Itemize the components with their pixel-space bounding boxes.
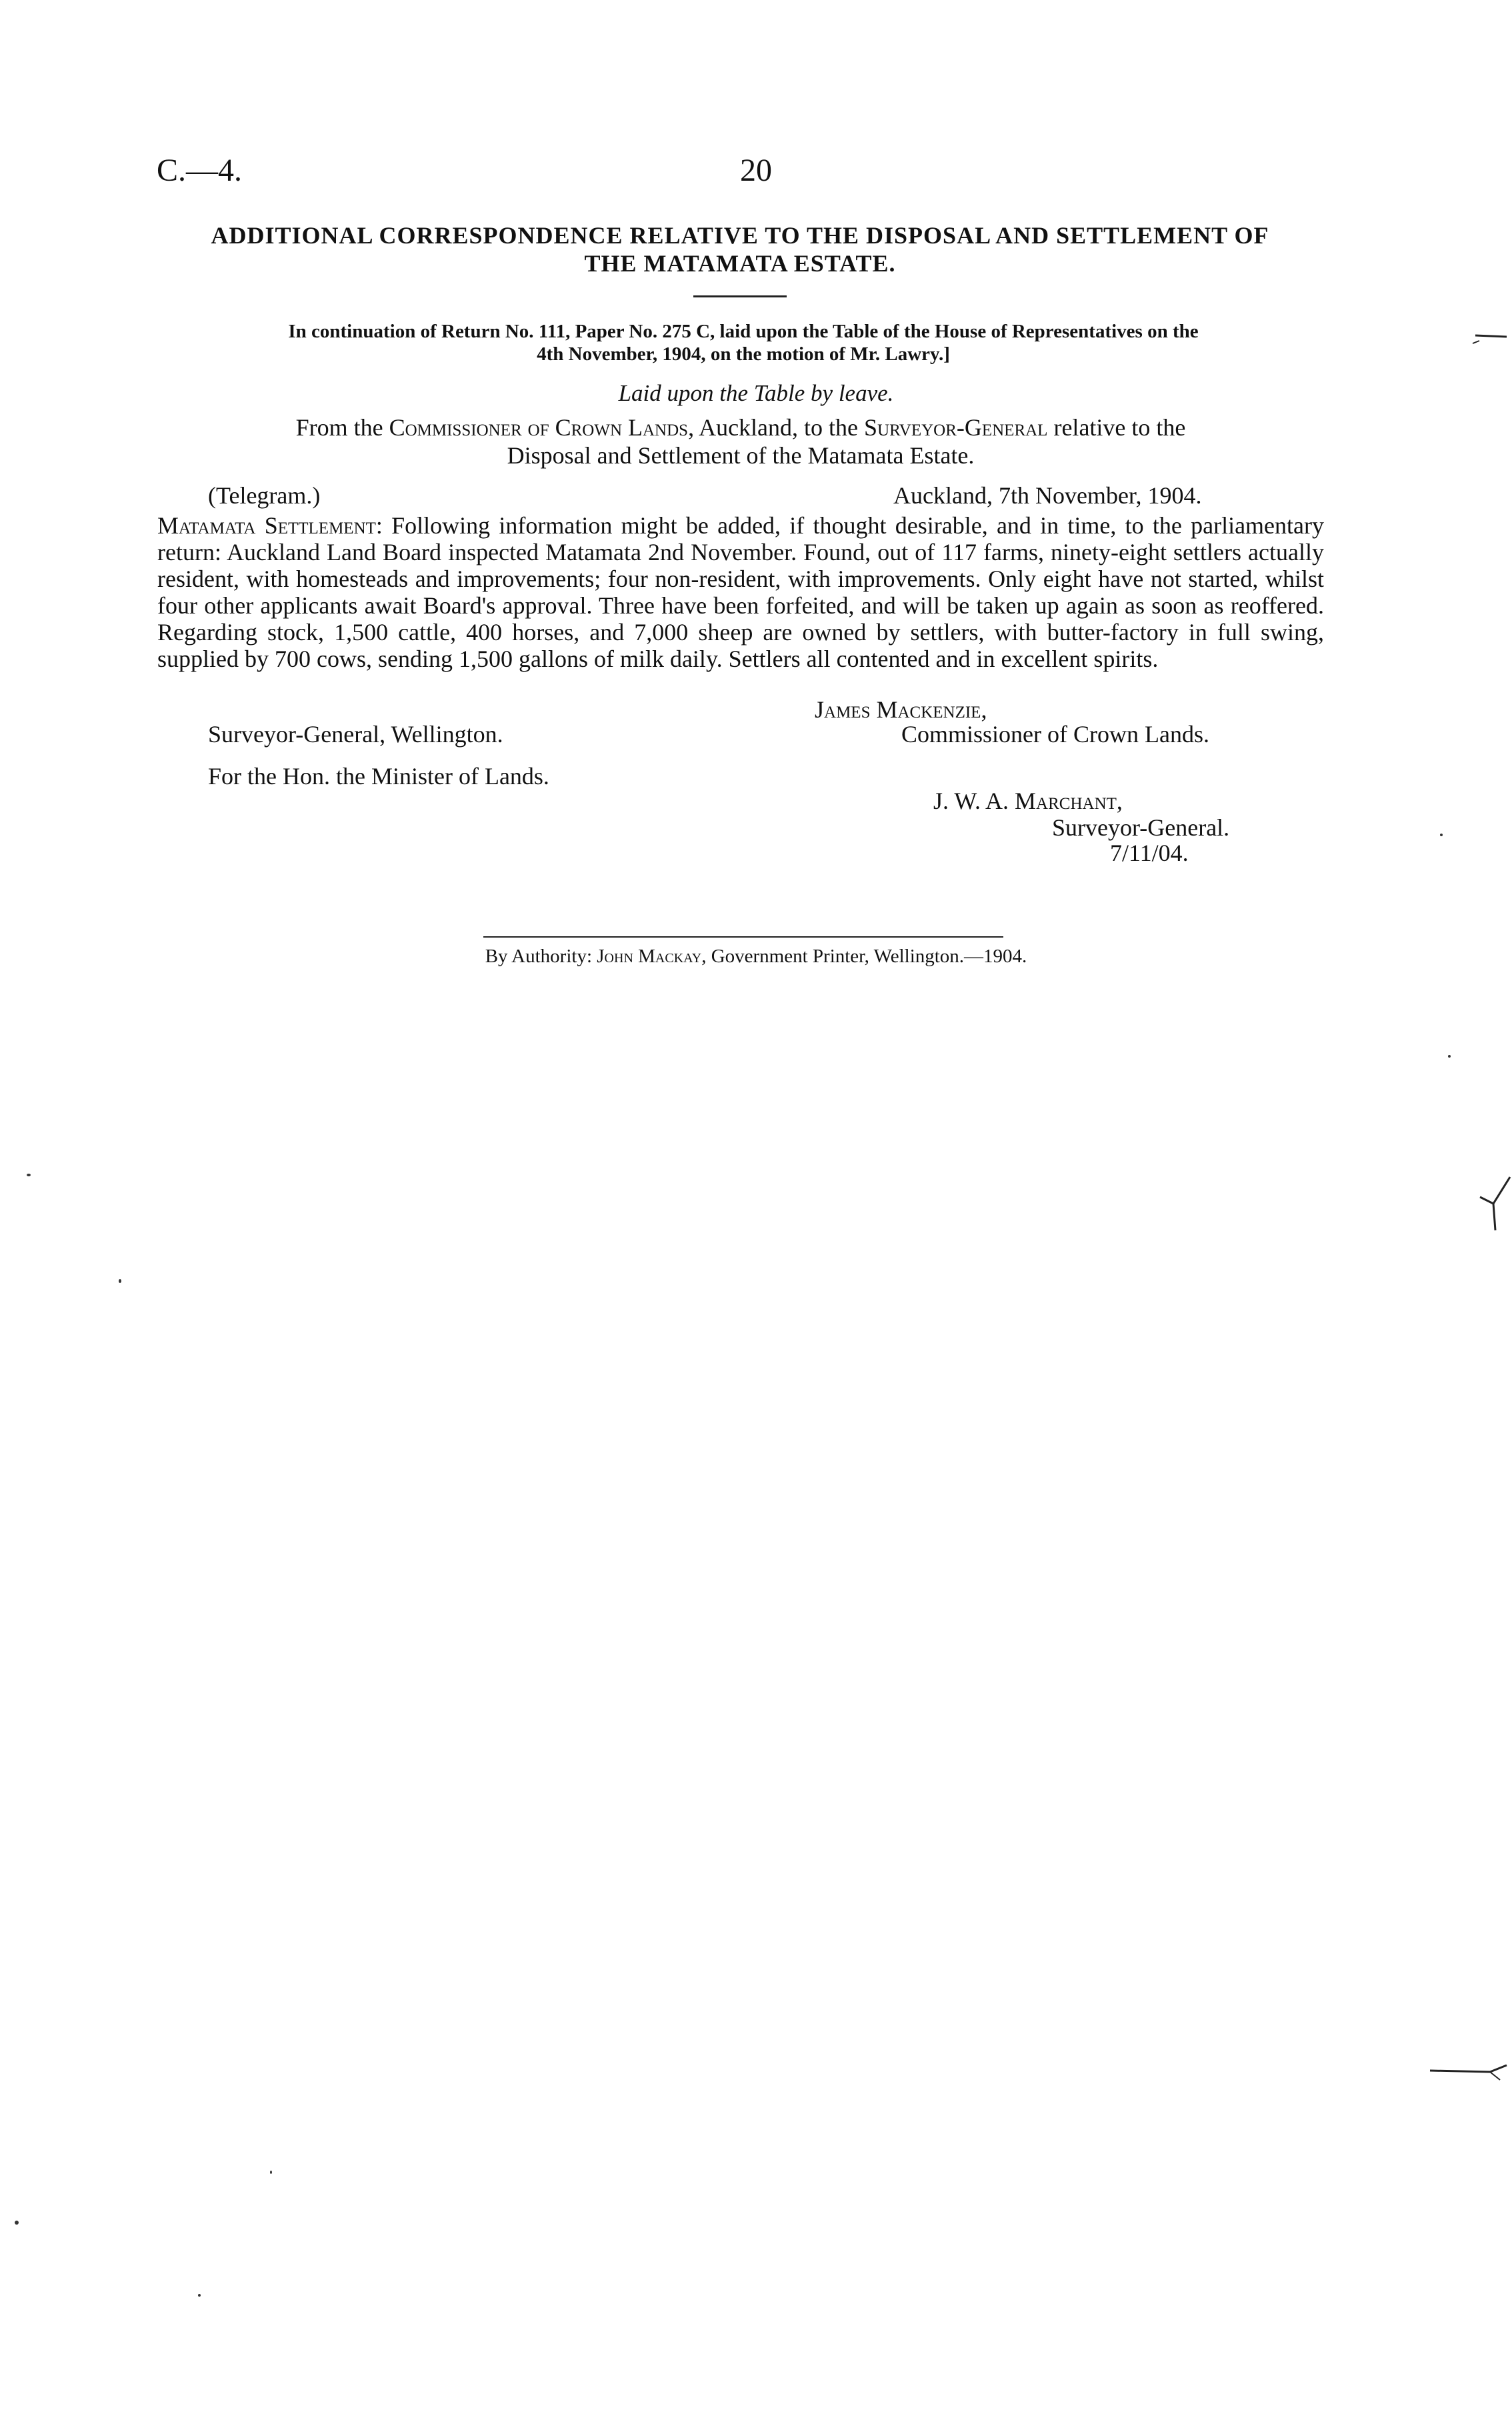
from-suffix: relative to the xyxy=(1053,414,1186,441)
from-heading xyxy=(157,413,1324,469)
note-line-2: 4th November, 1904, on the motion of Mr. Lawry.] xyxy=(537,343,950,365)
telegram-signatory-name: James Mackenzie, xyxy=(815,696,987,723)
imprint-suffix: , Government Printer, Wellington.—1904. xyxy=(701,946,1027,967)
scan-speck xyxy=(119,1279,121,1283)
document-title xyxy=(153,221,1327,277)
printer-imprint xyxy=(0,946,1512,968)
from-line-1 xyxy=(157,413,1324,441)
laid-upon-table: Laid upon the Table by leave. xyxy=(618,380,894,406)
title-line-1: ADDITIONAL CORRESPONDENCE RELATIVE TO THE DISPOSAL AND SETTLEMENT OF xyxy=(211,222,1269,249)
minute-signatory-name: J. W. A. Marchant, xyxy=(933,788,1123,814)
telegram-label: (Telegram.) xyxy=(208,482,321,509)
from-middle: , Auckland, to the xyxy=(688,414,859,441)
scan-speck xyxy=(1448,1055,1451,1058)
telegram-body xyxy=(157,512,1324,672)
from-recipient: Surveyor-General xyxy=(864,414,1048,441)
telegram-signatory-title: Commissioner of Crown Lands. xyxy=(901,721,1209,748)
minute-date: 7/11/04. xyxy=(1110,840,1189,866)
scan-mark-bottom xyxy=(1427,2057,1512,2084)
scan-mark-check xyxy=(1477,1164,1512,1237)
scan-speck xyxy=(270,2171,272,2174)
paper-reference: C.—4. xyxy=(157,153,243,188)
continuation-note xyxy=(163,320,1323,365)
from-sender: Commissioner of Crown Lands xyxy=(389,414,689,441)
scan-speck xyxy=(1440,834,1443,836)
scan-speck xyxy=(198,2294,201,2297)
title-line-2: THE MATAMATA ESTATE. xyxy=(584,250,896,277)
scan-mark-top xyxy=(1470,323,1510,350)
telegram-subject: Matamata Settlement xyxy=(157,512,376,539)
note-line-1: In continuation of Return No. 111, Paper No. 275 C, laid upon the Table of the House of Representatives on the xyxy=(288,321,1199,342)
imprint-printer: John Mackay xyxy=(597,946,702,967)
imprint-prefix: By Authority: xyxy=(485,946,593,967)
telegram-text: : Following information might be added, if thought desirable, and in time, to the parliamentary return: Auckland Land Board inspected Matamata 2nd November. Found, out of 117 farms, ninety-eight settlers actually resident, with homesteads and improvements; four non-resident, with improvements. Only eight have not started, whilst four other applicants await Board's approval. Three have been forfeited, and will be taken up again as soon as reoffered. Regarding stock, 1,500 cattle, 400 horses, and 7,000 sheep are owned by settlers, with butter-factory in full swing, supplied by 700 cows, sending 1,500 gallons of milk daily. Settlers all contented and in excellent spirits. xyxy=(157,512,1324,672)
from-line-2: Disposal and Settlement of the Matamata Estate. xyxy=(507,442,975,469)
page-number: 20 xyxy=(740,153,772,188)
title-divider xyxy=(693,295,787,297)
scan-speck xyxy=(15,2221,19,2225)
footer-divider xyxy=(483,936,1003,938)
telegram-addressee: Surveyor-General, Wellington. xyxy=(208,721,503,748)
from-prefix: From the xyxy=(295,414,383,441)
minute-signatory-title: Surveyor-General. xyxy=(1052,814,1230,841)
telegram-place-date: Auckland, 7th November, 1904. xyxy=(893,482,1202,509)
scan-speck xyxy=(27,1174,31,1176)
minute-text: For the Hon. the Minister of Lands. xyxy=(208,763,549,790)
